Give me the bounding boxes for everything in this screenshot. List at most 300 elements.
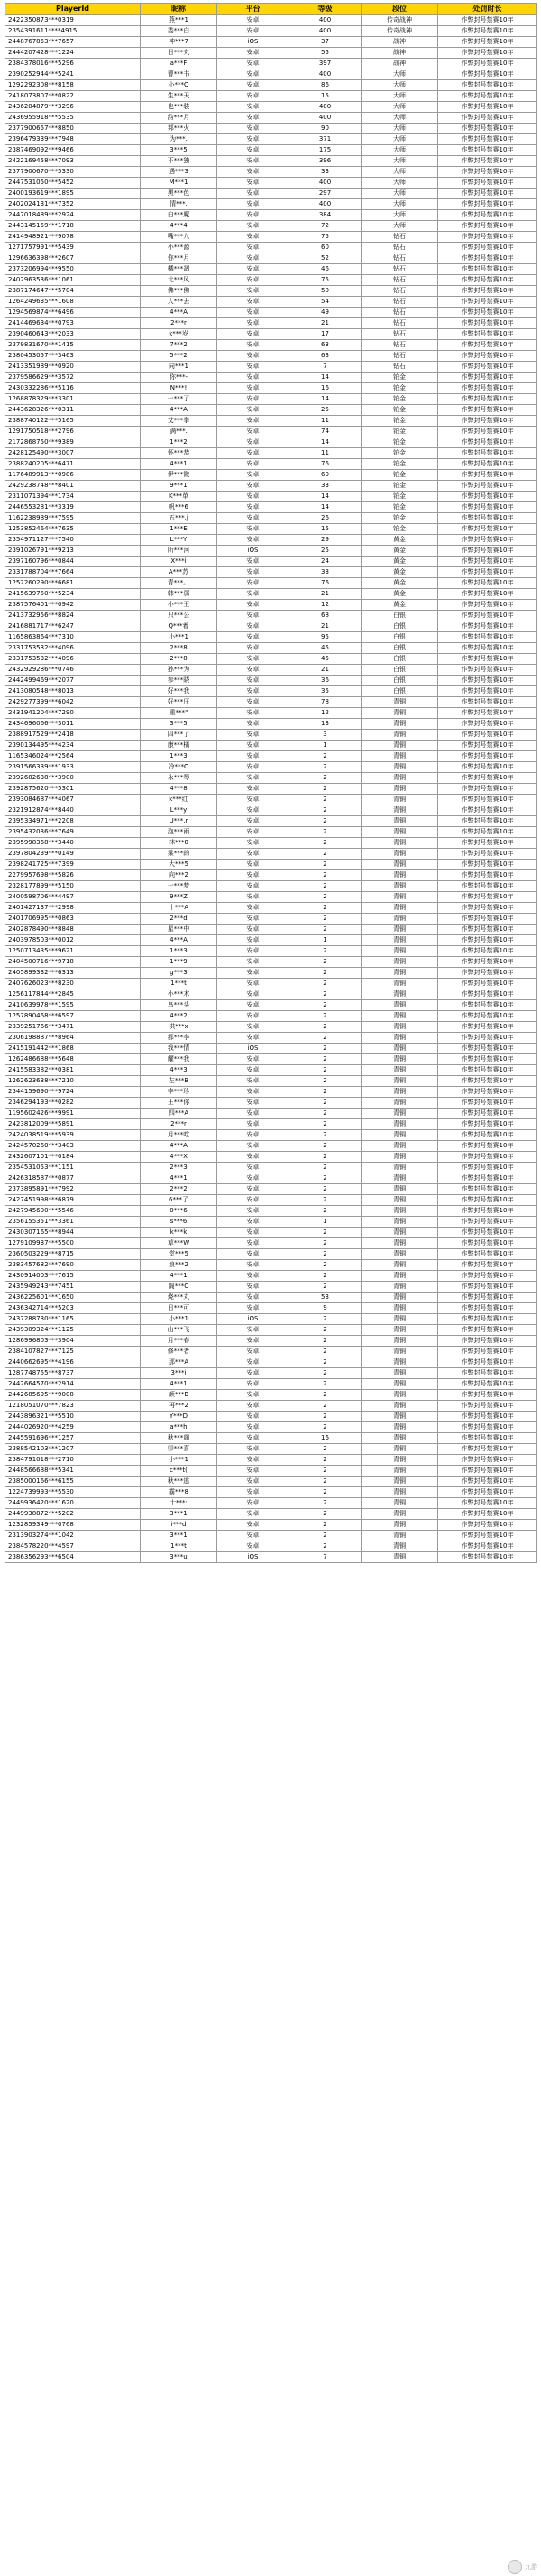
platform-cell: 安卓 [217, 502, 289, 513]
platform-cell: 安卓 [217, 113, 289, 124]
rank-cell: 青铜 [362, 1098, 438, 1109]
table-row [5, 838, 537, 849]
platform-cell: 安卓 [217, 935, 289, 946]
penalty-cell: 作弊封号禁赛10年 [438, 189, 537, 199]
nickname-cell: 北***风 [141, 275, 217, 286]
penalty-cell: 作弊封号禁赛10年 [438, 654, 537, 665]
player-id-cell: 2384578220***4597 [5, 1541, 141, 1552]
level-cell: 14 [289, 502, 362, 513]
level-cell: 2 [289, 762, 362, 773]
platform-cell: 安卓 [217, 1433, 289, 1444]
table-row [5, 1271, 537, 1282]
rank-cell: 黄金 [362, 535, 438, 546]
level-cell: 2 [289, 1098, 362, 1109]
player-id-cell: 2422169458***7093 [5, 156, 141, 167]
nickname-cell: U***.r [141, 816, 217, 827]
player-id-cell: 2429238748***8401 [5, 481, 141, 492]
penalty-cell: 作弊封号禁赛10年 [438, 513, 537, 524]
player-id-cell: 2410639978***1595 [5, 1000, 141, 1011]
level-cell: 2 [289, 1249, 362, 1260]
nickname-cell: 邦***火 [141, 124, 217, 134]
nickname-cell: 怀***恭 [141, 448, 217, 459]
penalty-cell: 作弊封号禁赛10年 [438, 102, 537, 113]
player-id-cell: 1268878329***3301 [5, 394, 141, 405]
rank-cell: 青铜 [362, 773, 438, 784]
table-row [5, 113, 537, 124]
level-cell: 75 [289, 232, 362, 243]
rank-cell: 大师 [362, 156, 438, 167]
nickname-cell: 月***吃 [141, 1130, 217, 1141]
nickname-cell: 重***" [141, 708, 217, 719]
rank-cell: 传奇战神 [362, 15, 438, 26]
platform-cell: 安卓 [217, 827, 289, 838]
level-cell: 2 [289, 1477, 362, 1487]
rank-cell: 青铜 [362, 1390, 438, 1401]
table-row [5, 1249, 537, 1260]
rank-cell: 青铜 [362, 805, 438, 816]
level-cell: 60 [289, 243, 362, 253]
player-id-cell: 1218051070***7823 [5, 1401, 141, 1412]
platform-cell: iOS [217, 546, 289, 557]
penalty-cell: 作弊封号禁赛10年 [438, 665, 537, 676]
penalty-cell: 作弊封号禁赛10年 [438, 903, 537, 914]
platform-cell: 安卓 [217, 1195, 289, 1206]
level-cell: 400 [289, 15, 362, 26]
level-cell: 1 [289, 741, 362, 751]
player-id-cell: 2384107827***7125 [5, 1347, 141, 1357]
player-id-cell: 2331753532***4096 [5, 643, 141, 654]
nickname-cell: 小***术 [141, 989, 217, 1000]
player-id-cell: 1252260290***6681 [5, 578, 141, 589]
penalty-cell: 作弊封号禁赛10年 [438, 340, 537, 351]
player-id-cell: 2379586629***3572 [5, 373, 141, 383]
penalty-cell: 作弊封号禁赛10年 [438, 1466, 537, 1477]
player-id-cell: 1165863864***7310 [5, 632, 141, 643]
nickname-cell: 向***2 [141, 870, 217, 881]
player-id-cell: 2354391611****4915 [5, 26, 141, 37]
rank-cell: 钻石 [362, 275, 438, 286]
penalty-cell: 作弊封号禁赛10年 [438, 167, 537, 178]
platform-cell: 安卓 [217, 1531, 289, 1541]
table-row [5, 362, 537, 373]
penalty-cell: 作弊封号禁赛10年 [438, 1228, 537, 1238]
table-row [5, 37, 537, 48]
nickname-cell: 嘴***九 [141, 232, 217, 243]
nickname-cell: 4***A [141, 405, 217, 416]
rank-cell: 青铜 [362, 1217, 438, 1228]
player-id-cell: 1165346024***2564 [5, 751, 141, 762]
penalty-cell: 作弊封号禁赛10年 [438, 741, 537, 751]
rank-cell: 青铜 [362, 1433, 438, 1444]
player-id-cell: 2392875620***5301 [5, 784, 141, 795]
table-row [5, 1000, 537, 1011]
rank-cell: 钻石 [362, 253, 438, 264]
level-cell: 2 [289, 1141, 362, 1152]
player-id-cell: 2415583382***0381 [5, 1065, 141, 1076]
rank-cell: 铂金 [362, 513, 438, 524]
header-rank: 段位 [362, 4, 438, 15]
level-cell: 45 [289, 643, 362, 654]
nickname-cell: 霸***8 [141, 1487, 217, 1498]
rank-cell: 青铜 [362, 925, 438, 935]
penalty-cell: 作弊封号禁赛10年 [438, 676, 537, 686]
player-id-cell: 2434696066***3011 [5, 719, 141, 730]
platform-cell: 安卓 [217, 156, 289, 167]
rank-cell: 大师 [362, 145, 438, 156]
table-row [5, 1520, 537, 1531]
level-cell: 17 [289, 329, 362, 340]
player-id-cell: 2339251766***3471 [5, 1022, 141, 1033]
platform-cell: 安卓 [217, 665, 289, 676]
level-cell: 400 [289, 113, 362, 124]
table-row [5, 416, 537, 427]
table-row [5, 1054, 537, 1065]
rank-cell: 铂金 [362, 373, 438, 383]
nickname-cell: 十***: [141, 1498, 217, 1509]
platform-cell: 安卓 [217, 1477, 289, 1487]
rank-cell: 钻石 [362, 362, 438, 373]
table-row [5, 286, 537, 297]
level-cell: 11 [289, 448, 362, 459]
penalty-cell: 作弊封号禁赛10年 [438, 1141, 537, 1152]
rank-cell: 青铜 [362, 697, 438, 708]
rank-cell: 青铜 [362, 1152, 438, 1163]
penalty-cell: 作弊封号禁赛10年 [438, 762, 537, 773]
rank-cell: 青铜 [362, 1163, 438, 1173]
rank-cell: 青铜 [362, 1000, 438, 1011]
level-cell: 75 [289, 275, 362, 286]
penalty-cell: 作弊封号禁赛10年 [438, 1444, 537, 1455]
nickname-cell: 你***月 [141, 253, 217, 264]
player-id-cell: 2424570260***3403 [5, 1141, 141, 1152]
platform-cell: 安卓 [217, 1401, 289, 1412]
penalty-cell: 作弊封号禁赛10年 [438, 827, 537, 838]
penalty-cell: 作弊封号禁赛10年 [438, 600, 537, 611]
table-row [5, 1390, 537, 1401]
rank-cell: 青铜 [362, 1347, 438, 1357]
player-id-cell: 2356155351***3361 [5, 1217, 141, 1228]
level-cell: 2 [289, 1260, 362, 1271]
player-id-cell: 2426318587***0877 [5, 1173, 141, 1184]
platform-cell: 安卓 [217, 589, 289, 600]
player-id-cell: 2391026791***9213 [5, 546, 141, 557]
rank-cell: 青铜 [362, 914, 438, 925]
penalty-cell: 作弊封号禁赛10年 [438, 199, 537, 210]
table-row [5, 1087, 537, 1098]
penalty-cell: 作弊封号禁赛10年 [438, 589, 537, 600]
table-row [5, 600, 537, 611]
level-cell: 2 [289, 925, 362, 935]
nickname-cell: 浪***2 [141, 1260, 217, 1271]
level-cell: 21 [289, 318, 362, 329]
rank-cell: 青铜 [362, 1520, 438, 1531]
table-row [5, 589, 537, 600]
rank-cell: 青铜 [362, 935, 438, 946]
platform-cell: 安卓 [217, 1498, 289, 1509]
player-id-cell: 2401706995***0863 [5, 914, 141, 925]
level-cell: 2 [289, 1195, 362, 1206]
platform-cell: 安卓 [217, 405, 289, 416]
level-cell: 2 [289, 1390, 362, 1401]
level-cell: 2 [289, 892, 362, 903]
penalty-cell: 作弊封号禁赛10年 [438, 1347, 537, 1357]
platform-cell: 安卓 [217, 1249, 289, 1260]
nickname-cell: 日***丸 [141, 48, 217, 59]
level-cell: 2 [289, 870, 362, 881]
player-id-cell: 2430332286***5116 [5, 383, 141, 394]
penalty-cell: 作弊封号禁赛10年 [438, 253, 537, 264]
nickname-cell: 你***- [141, 373, 217, 383]
player-id-cell: 2383457682***7690 [5, 1260, 141, 1271]
penalty-cell: 作弊封号禁赛10年 [438, 1109, 537, 1119]
platform-cell: 安卓 [217, 297, 289, 308]
table-row [5, 1206, 537, 1217]
rank-cell: 战神 [362, 48, 438, 59]
platform-cell: 安卓 [217, 145, 289, 156]
penalty-cell: 作弊封号禁赛10年 [438, 708, 537, 719]
table-row [5, 1455, 537, 1466]
player-id-cell: 2377900670***5330 [5, 167, 141, 178]
rank-cell: 黄金 [362, 589, 438, 600]
nickname-cell: 修***者 [141, 1347, 217, 1357]
platform-cell: 安卓 [217, 178, 289, 189]
level-cell: 2 [289, 1422, 362, 1433]
table-row [5, 697, 537, 708]
level-cell: 2 [289, 1152, 362, 1163]
level-cell: 72 [289, 221, 362, 232]
level-cell: 46 [289, 264, 362, 275]
nickname-cell: Y***D [141, 1412, 217, 1422]
level-cell: 25 [289, 546, 362, 557]
rank-cell: 青铜 [362, 1271, 438, 1282]
table-row [5, 795, 537, 805]
level-cell: 2 [289, 860, 362, 870]
platform-cell: 安卓 [217, 1087, 289, 1098]
nickname-cell: 2***r [141, 1119, 217, 1130]
penalty-cell: 作弊封号禁赛10年 [438, 1433, 537, 1444]
player-id-cell: 2443896321***5510 [5, 1412, 141, 1422]
level-cell: 90 [289, 124, 362, 134]
player-id-cell: 2395334971***2208 [5, 816, 141, 827]
level-cell: 37 [289, 37, 362, 48]
platform-cell: 安卓 [217, 1130, 289, 1141]
level-cell: 2 [289, 979, 362, 989]
nickname-cell: 3***5 [141, 145, 217, 156]
rank-cell: 青铜 [362, 957, 438, 968]
nickname-cell: 小***1 [141, 1455, 217, 1466]
platform-cell: 安卓 [217, 838, 289, 849]
nickname-cell: k***红 [141, 795, 217, 805]
player-id-cell: 2373895891***7992 [5, 1184, 141, 1195]
platform-cell: 安卓 [217, 1184, 289, 1195]
player-id-cell: 2422350873***0319 [5, 15, 141, 26]
level-cell: 400 [289, 26, 362, 37]
level-cell: 12 [289, 708, 362, 719]
level-cell: 24 [289, 557, 362, 567]
platform-cell: 安卓 [217, 870, 289, 881]
penalty-cell: 作弊封号禁赛10年 [438, 892, 537, 903]
level-cell: 2 [289, 1228, 362, 1238]
level-cell: 68 [289, 611, 362, 621]
nickname-cell: 0***6 [141, 1206, 217, 1217]
rank-cell: 钻石 [362, 351, 438, 362]
table-row [5, 1022, 537, 1033]
level-cell: 2 [289, 1206, 362, 1217]
table-row [5, 1065, 537, 1076]
platform-cell: 安卓 [217, 318, 289, 329]
nickname-cell: 2***2 [141, 1184, 217, 1195]
table-row [5, 232, 537, 243]
table-row [5, 1238, 537, 1249]
platform-cell: 安卓 [217, 253, 289, 264]
player-id-cell: 2447531050***5452 [5, 178, 141, 189]
penalty-cell: 作弊封号禁赛10年 [438, 80, 537, 91]
platform-cell: 安卓 [217, 784, 289, 795]
level-cell: 14 [289, 394, 362, 405]
player-id-cell: 2442499469***2077 [5, 676, 141, 686]
level-cell: 25 [289, 405, 362, 416]
player-id-cell: 2432929286***0746 [5, 665, 141, 676]
player-id-cell: 1296636398***2607 [5, 253, 141, 264]
nickname-cell: a***h [141, 1422, 217, 1433]
level-cell: 52 [289, 253, 362, 264]
platform-cell: 安卓 [217, 730, 289, 741]
table-row [5, 751, 537, 762]
platform-cell: 安卓 [217, 124, 289, 134]
player-id-cell: 2447018489***2924 [5, 210, 141, 221]
table-row [5, 167, 537, 178]
player-id-cell: 2418073807***0822 [5, 91, 141, 102]
rank-cell: 青铜 [362, 1541, 438, 1552]
table-row [5, 351, 537, 362]
rank-cell: 青铜 [362, 1455, 438, 1466]
penalty-cell: 作弊封号禁赛10年 [438, 1054, 537, 1065]
level-cell: 2 [289, 1282, 362, 1293]
nickname-cell: 四***A [141, 1109, 217, 1119]
table-row [5, 492, 537, 502]
player-id-cell: 2354971127***7540 [5, 535, 141, 546]
penalty-cell: 作弊封号禁赛10年 [438, 567, 537, 578]
nickname-cell: 孙***为 [141, 665, 217, 676]
rank-cell: 青铜 [362, 1065, 438, 1076]
rank-cell: 青铜 [362, 1314, 438, 1325]
penalty-cell: 作弊封号禁赛10年 [438, 1022, 537, 1033]
platform-cell: 安卓 [217, 102, 289, 113]
rank-cell: 大师 [362, 80, 438, 91]
rank-cell: 铂金 [362, 394, 438, 405]
nickname-cell: 3***u [141, 1552, 217, 1563]
table-row [5, 1217, 537, 1228]
table-row [5, 145, 537, 156]
rank-cell: 钻石 [362, 308, 438, 318]
penalty-cell: 作弊封号禁赛10年 [438, 308, 537, 318]
rank-cell: 白银 [362, 686, 438, 697]
platform-cell: 安卓 [217, 1076, 289, 1087]
platform-cell: 安卓 [217, 91, 289, 102]
platform-cell: 安卓 [217, 1022, 289, 1033]
level-cell: 49 [289, 308, 362, 318]
platform-cell: 安卓 [217, 513, 289, 524]
table-row [5, 1011, 537, 1022]
table-row [5, 1173, 537, 1184]
penalty-cell: 作弊封号禁赛10年 [438, 1357, 537, 1368]
table-row [5, 1531, 537, 1541]
penalty-cell: 作弊封号禁赛10年 [438, 1163, 537, 1173]
table-row [5, 383, 537, 394]
player-id-cell: 2396479339***7948 [5, 134, 141, 145]
platform-cell: 安卓 [217, 134, 289, 145]
nickname-cell: 也***装 [141, 102, 217, 113]
player-id-cell: 2390134495***4234 [5, 741, 141, 751]
penalty-cell: 作弊封号禁赛10年 [438, 1477, 537, 1487]
platform-cell: 安卓 [217, 805, 289, 816]
nickname-cell: 都***李 [141, 1033, 217, 1044]
player-id-cell: 1224739993***5530 [5, 1487, 141, 1498]
rank-cell: 青铜 [362, 762, 438, 773]
penalty-cell: 作弊封号禁赛10年 [438, 957, 537, 968]
level-cell: 1 [289, 1217, 362, 1228]
rank-cell: 青铜 [362, 892, 438, 903]
penalty-cell: 作弊封号禁赛10年 [438, 145, 537, 156]
penalty-cell: 作弊封号禁赛10年 [438, 719, 537, 730]
nickname-cell: 5***2 [141, 351, 217, 362]
table-row [5, 405, 537, 416]
nickname-cell: 草***W [141, 1238, 217, 1249]
penalty-cell: 作弊封号禁赛10年 [438, 946, 537, 957]
rank-cell: 青铜 [362, 979, 438, 989]
rank-cell: 大师 [362, 91, 438, 102]
nickname-cell: 2***3 [141, 1163, 217, 1173]
table-row [5, 1509, 537, 1520]
nickname-cell: 4***1 [141, 459, 217, 470]
platform-cell: 安卓 [217, 1228, 289, 1238]
platform-cell: 安卓 [217, 373, 289, 383]
nickname-cell: 永***琴 [141, 773, 217, 784]
penalty-cell: 作弊封号禁赛10年 [438, 1130, 537, 1141]
watermark-text: 九游 [525, 2563, 537, 2571]
player-id-cell: 1253852464***7635 [5, 524, 141, 535]
rank-cell: 青铜 [362, 870, 438, 881]
rank-cell: 白银 [362, 643, 438, 654]
nickname-cell: 左***B [141, 1076, 217, 1087]
player-id-cell: 2402963536***1061 [5, 275, 141, 286]
nickname-cell: 橘***凋 [141, 264, 217, 275]
table-row [5, 979, 537, 989]
nickname-cell: 所***河 [141, 546, 217, 557]
header-nickname: 昵称 [141, 4, 217, 15]
level-cell: 371 [289, 134, 362, 145]
platform-cell: 安卓 [217, 1260, 289, 1271]
table-row [5, 210, 537, 221]
rank-cell: 青铜 [362, 989, 438, 1000]
platform-cell: 安卓 [217, 351, 289, 362]
table-row [5, 1487, 537, 1498]
rank-cell: 青铜 [362, 1509, 438, 1520]
penalty-cell: 作弊封号禁赛10年 [438, 838, 537, 849]
nickname-cell: 4***8 [141, 784, 217, 795]
player-id-cell: 2423812009***5891 [5, 1119, 141, 1130]
penalty-cell: 作弊封号禁赛10年 [438, 492, 537, 502]
table-row [5, 459, 537, 470]
player-id-cell: 2428125490***3007 [5, 448, 141, 459]
level-cell: 2 [289, 1368, 362, 1379]
level-cell: 2 [289, 838, 362, 849]
level-cell: 55 [289, 48, 362, 59]
player-id-cell: 2427945600***5546 [5, 1206, 141, 1217]
nickname-cell: 4***1 [141, 1271, 217, 1282]
penalty-cell: 作弊封号禁赛10年 [438, 1509, 537, 1520]
level-cell: 2 [289, 1271, 362, 1282]
